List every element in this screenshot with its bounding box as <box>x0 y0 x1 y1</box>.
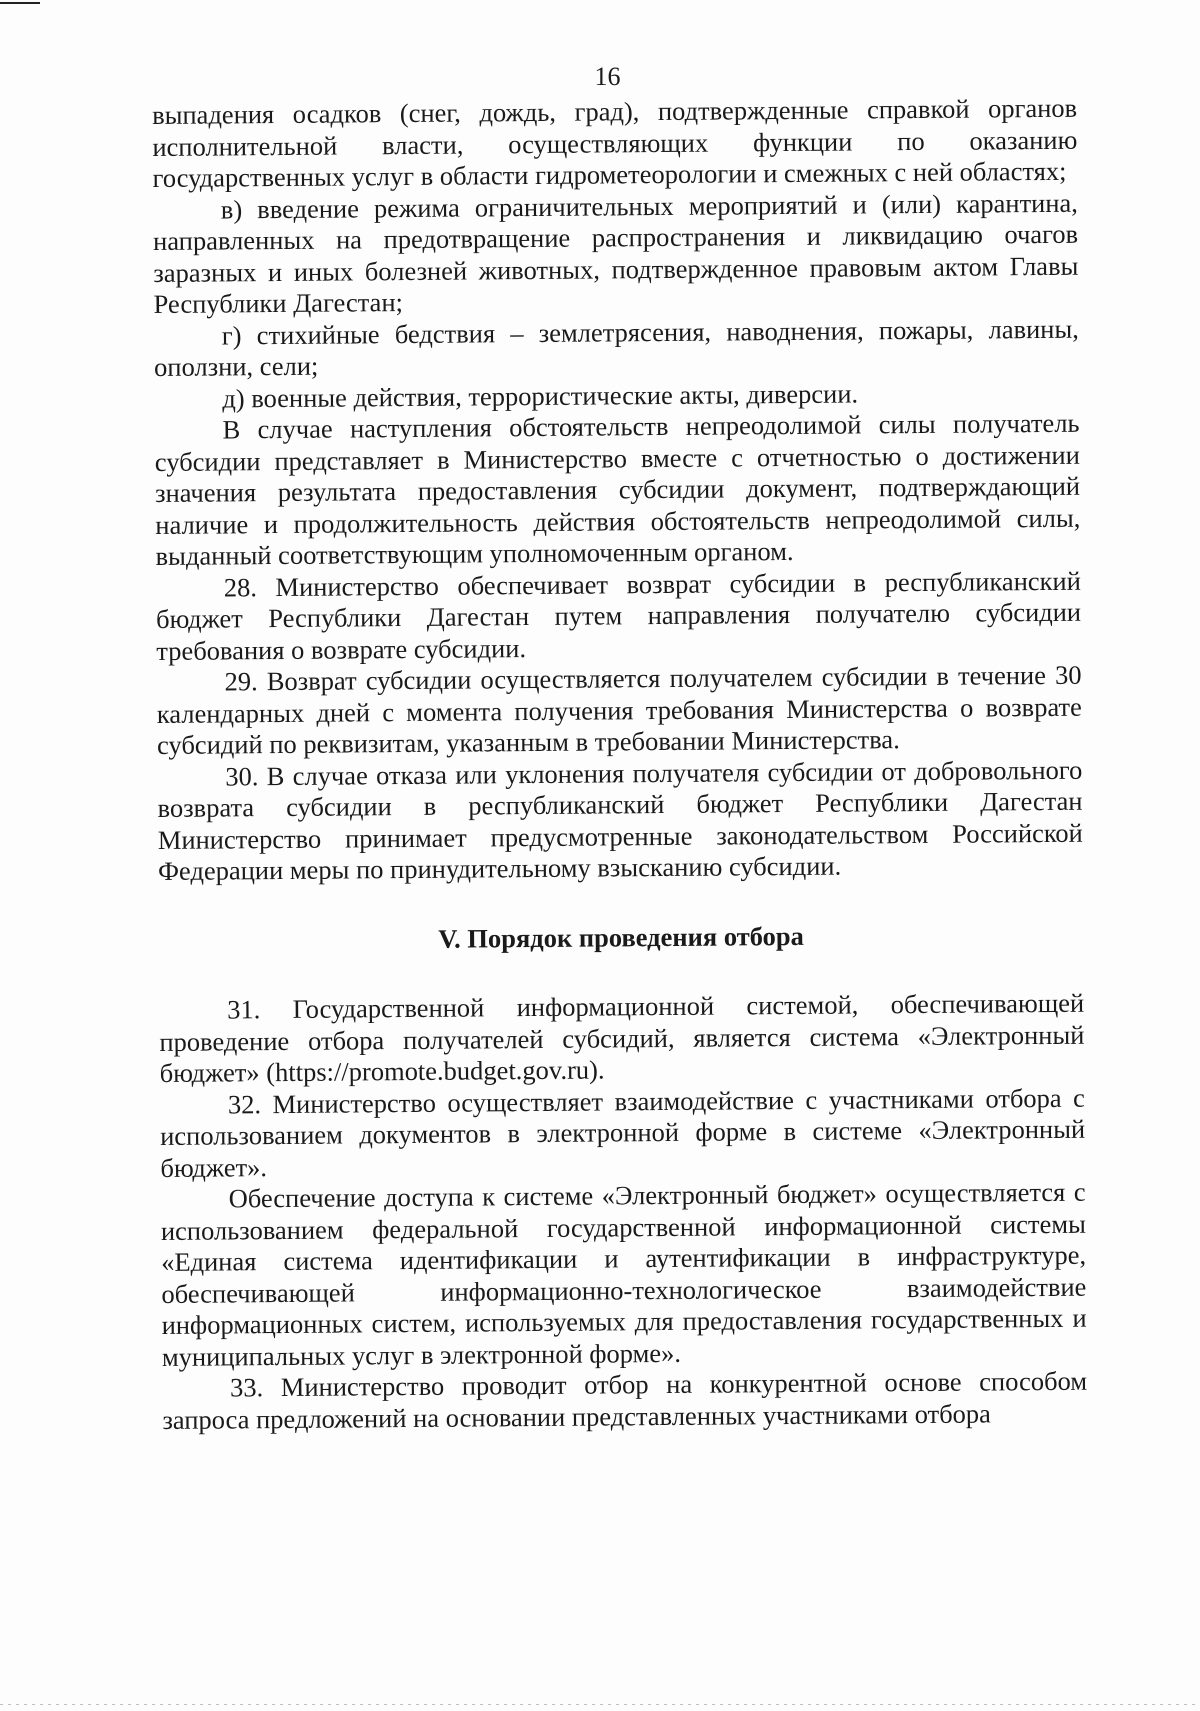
paragraph-item-d: д) военные действия, террористические акты, диверсии. <box>222 377 859 413</box>
paragraph-item-v: в) введение режима ограничительных мероприятий и (или) карантина, направленных на предотвращение распространения и ликвидацию очагов заразных и иных болезней животных, подтвержденное правовым актом Главы Республики Дагестан; <box>152 187 1079 319</box>
paragraph-33: 33. Министерство проводит отбор на конкурентной основе способом запроса предложений на основании представленных участниками отбора <box>162 1365 1088 1435</box>
scan-edge-mark <box>0 2 40 4</box>
paragraph-access: Обеспечение доступа к системе «Электронный бюджет» осуществляется с использованием федеральной государственной информационной системы «Единая система идентификации и аутентификации в инфраструктуре, обеспечивающей информационно-технологическое взаимодействие информационных систем, используемых для предоставления государственных и муниципальных услуг в электронной форме». <box>160 1176 1087 1372</box>
page-number: 16 <box>594 62 621 91</box>
document-body <box>152 93 1087 1436</box>
paragraph-28: 28. Министерство обеспечивает возврат субсидии в республиканский бюджет Республики Дагестан путем направления получателю субсидии требования о возврате субсидии. <box>155 565 1082 666</box>
paragraph-30: 30. В случае отказа или уклонения получателя субсидии от добровольного возврата субсидии в республиканский бюджет Республики Дагестан Министерство принимает предусмотренные законодательством Российской Федерации меры по принудительному взысканию субсидии. <box>157 754 1083 886</box>
scan-bottom-edge <box>0 1704 1200 1705</box>
paragraph-continuation: выпадения осадков (снег, дождь, град), подтвержденные справкой органов исполнительной власти, осуществляющих функции по оказанию государственных услуг в области гидрометеорологии и смежных с ней областях; <box>152 92 1078 193</box>
paragraph-31: 31. Государственной информационной системой, обеспечивающей проведение отбора получателей субсидий, является система «Электронный бюджет» (https://promote.budget.gov.ru). <box>159 987 1085 1088</box>
paragraph-29: 29. Возврат субсидии осуществляется получателем субсидии в течение 30 календарных дней с момента получения требования Министерства о возврате субсидий по реквизитам, указанным в требовании Министерства. <box>156 659 1082 760</box>
paragraph-force-majeure: В случае наступления обстоятельств непреодолимой силы получатель субсидии представляет в Министерство вместе с отчетностью о достижении значения результата предоставления субсидии документ, подтверждающий наличие и продолжительность действия обстоятельств непреодолимой силы, выданный соответствующим уполномоченным органом. <box>154 407 1081 571</box>
section-heading: V. Порядок проведения отбора <box>438 920 804 954</box>
paragraph-32: 32. Министерство осуществляет взаимодействие с участниками отбора с использованием документов в электронной форме в системе «Электронный бюджет». <box>160 1082 1086 1183</box>
paragraph-item-g: г) стихийные бедствия – землетрясения, наводнения, пожары, лавины, оползни, сели; <box>153 313 1079 382</box>
